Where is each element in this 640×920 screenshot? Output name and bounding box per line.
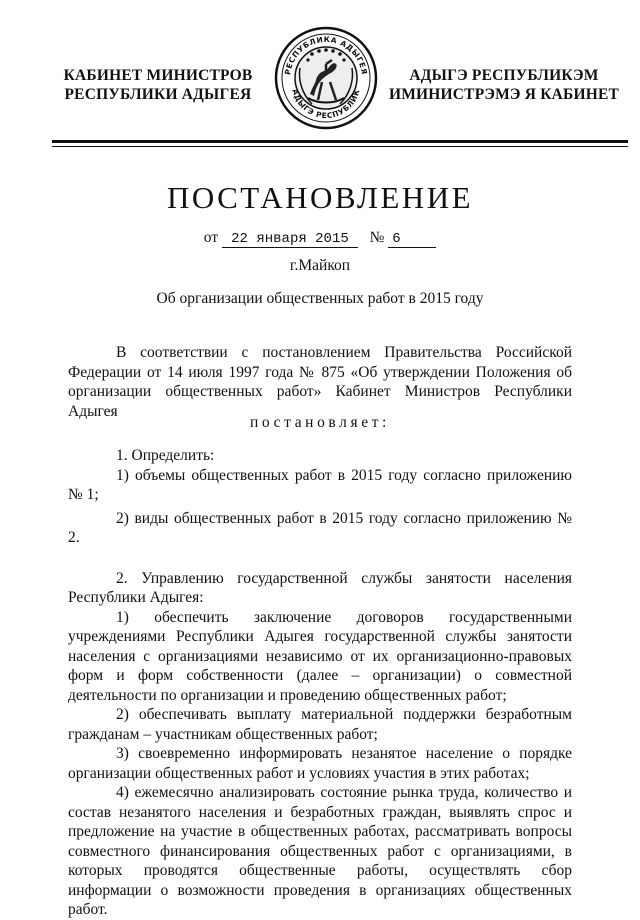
coat-of-arms-icon [272,24,380,132]
issuer-line-2: РЕСПУБЛИКИ АДЫГЕЯ [64,86,252,103]
item-1-1: 1) объемы общественных работ в 2015 году согласно приложению № 1; [68,466,572,503]
item-2: 2. Управлению государственной службы занятости населения Республики Адыгея: [68,569,572,606]
number-field: 6 [388,231,436,248]
header-rule-thick [52,140,628,143]
date-field: 22 января 2015 [222,231,358,248]
item-2-2: 2) обеспечивать выплату материальной поддержки безработным гражданам – участникам общественных работ; [68,706,572,743]
item-2-3: 3) своевременно информировать незанятое население о порядке организации общественных работ и условиях участия в этих работах; [68,745,572,782]
preamble-paragraph: В соответствии с постановлением Правительства Российской Федерации от 14 июля 1997 года № 875 «Об утверждении Положения об организации общественных работ» Кабинет Министров Республики Адыгея [68,344,572,420]
city-name: г.Майкоп [289,257,351,274]
issuer-line-adyghe-1: АДЫГЭ РЕСПУБЛИКЭМ [409,67,599,84]
item-1: 1. Определить: [116,447,215,464]
header-rule-thin [52,146,628,147]
preamble-block [68,343,572,421]
document-subject: Об организации общественных работ в 2015 году [156,290,484,307]
issuer-line-adyghe-2: ИМИНИСТРЭМЭ Я КАБИНЕТ [388,86,620,103]
body-text [68,446,572,920]
date-line [0,229,640,248]
issuer-name-russian [58,66,258,104]
item-1-2: 2) виды общественных работ в 2015 году согласно приложению № 2. [68,509,572,546]
item-2-1: 1) обеспечить заключение договоров государственными учреждениями Республики Адыгея государственной службы занятости населения с организациями независимо от их организационно-правовых форм и форм собственности (далее – организации) о совместной деятельности по организации и проведению общественных работ; [68,608,572,704]
date-prefix: от [203,229,219,246]
issuer-name-adyghe [386,66,622,104]
issuer-line-1: КАБИНЕТ МИНИСТРОВ [63,67,253,84]
emblem-text-bottom: АДЫГЭ РЕСПУБЛИК [290,88,362,121]
emblem-text-top: РЕСПУБЛИКА АДЫГЕЯ [283,34,369,76]
number-prefix: № [369,229,385,246]
resolves-heading: постановляет: [250,414,390,431]
document-title: ПОСТАНОВЛЕНИЕ [166,180,474,215]
item-2-4: 4) ежемесячно анализировать состояние рынка труда, количество и состав незанятого населения и безработных граждан, выявлять спрос и предложение на участие в общественных работах, рассматривать вопросы совместного финансирования общественных работ с организациями, в которых проводятся общественные работы, осуществлять сбор информации о возможности проведения в организациях общественных работ. [68,784,572,918]
